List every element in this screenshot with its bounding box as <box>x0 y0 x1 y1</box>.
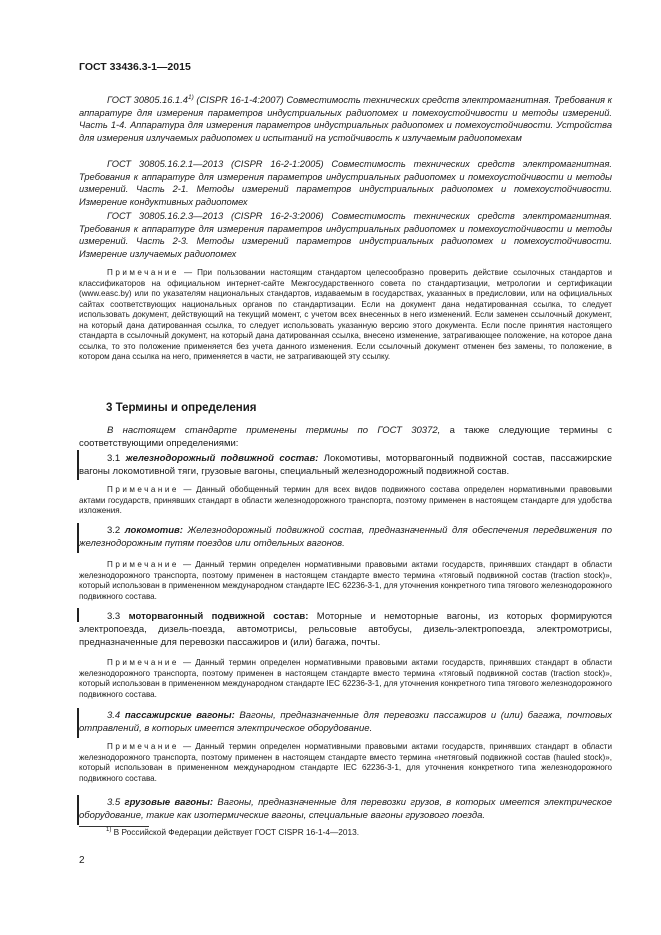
normative-reference: ГОСТ 30805.16.2.3—2013 (CISPR 16-2-3:2006) Совместимость технических средств электромагнитная. Требования к аппаратуре для измерения параметров индустриальных радиопомех и помехоустойчивости и методы измерений. Часть 2-3. Методы измерений параметров индустриальных радиопомех и помехоустойчивости. Измерение излучаемых радиопомех <box>79 211 612 259</box>
term-note: Примечание — Данный термин определен нормативными правовыми актами государств, принявших стандарт в области железнодорожного транспорта, поэтому применен в настоящем стандарте вместо термина «тяговый подвижной состав (traction stock)», который использован в примененном международном стандарте IEC 62236-3-1, для уточнения конкретного типа тягового железнодорожного подвижного состава. <box>79 658 612 699</box>
term-definition: 3.5 грузовые вагоны: Вагоны, предназначенные для перевозки грузов, в которых имеется электрическое оборудование, такие как изотермические вагоны, специальные вагоны грузового поезда. <box>79 797 612 821</box>
term-name: грузовые вагоны: <box>124 797 214 808</box>
term-note: Примечание — Данный термин определен нормативными правовыми актами государств, принявших стандарт в области железнодорожного транспорта, поэтому применен в настоящем стандарте вместо термина «тяговый подвижной состав (traction stock)», который использован в примененном международном стандарте IEC 62236-3-1, для уточнения конкретного типа тягового железнодорожного подвижного состава. <box>79 560 612 601</box>
term-note: Примечание — Данный термин определен нормативными правовыми актами государств, принявших стандарт в области железнодорожного транспорта, поэтому применен в настоящем стандарте вместо термина «нетяговый подвижной состав (hauled stock)», который использован в примененном международном стандарте IEC 62236-3-1, для уточнения конкретного типа железнодорожного подвижного состава. <box>79 742 612 783</box>
normative-reference: ГОСТ 30805.16.2.1—2013 (CISPR 16-2-1:2005) Совместимость технических средств электромагнитная. Требования к аппаратуре для измерения параметров индустриальных радиопомех и помехоустойчивости и методы измерений. Часть 2-1. Методы измерений параметров индустриальных радиопомех и помехоустойчивости. Измерение кондуктивных радиопомех <box>79 159 612 207</box>
normative-reference: ГОСТ 30805.16.1.4$^{1)}$ (CISPR 16-1-4:2007) Совместимость технических средств электромагнитная. Требования к аппаратуре для измерения параметров индустриальных радиопомех и помехоустойчивости и методы измерений. Часть 1-4. Аппаратура для измерения параметров индустриальных радиопомех и помехоустойчивости. Устройства для измерения излучаемых радиопомех и испытаний на устойчивость к излучаемым радиопомехам <box>79 93 612 143</box>
term-definition: 3.2 локомотив: Железнодорожный подвижной состав, предназначенный для обеспечения передвижения по железнодорожным путям поездов или отдельных вагонов. <box>79 525 612 549</box>
section-intro: В настоящем стандарте применены термины по ГОСТ 30372, а также следующие термины с соответствующими определениями: <box>79 425 612 449</box>
term-name: железнодорожный подвижной состав: <box>125 453 319 464</box>
page-number: 2 <box>79 855 85 866</box>
section-title: 3 Термины и определения <box>106 402 257 414</box>
term-name: локомотив: <box>124 525 183 536</box>
term-definition: 3.4 пассажирские вагоны: Вагоны, предназначенные для перевозки пассажиров и (или) багажа, почтовых отправлений, в которых имеется электрическое оборудование. <box>79 710 612 734</box>
term-name: моторвагонный подвижной состав: <box>128 611 309 622</box>
page-header: ГОСТ 33436.3-1—2015 <box>79 61 191 73</box>
term-note: Примечание — Данный обобщенный термин для всех видов подвижного состава определен нормативными правовыми актами государств, принявших стандарт в области железнодорожного транспорта, поэтому применен в настоящем стандарте для удобства изложения. <box>79 485 612 515</box>
footnote-mark: 1) <box>187 93 194 101</box>
references-note: Примечание — При пользовании настоящим стандартом целесообразно проверить действие ссылочных стандартов и классификаторов на официальном интернет-сайте Межгосударственного совета по стандартизации, метрологии и сертификации (www.easc.by) или по указателям национальных стандартов, издаваемым в государствах, указанных в предисловии, или на официальных сайтах соответствующих национальных органов по стандартизации. Если на документ дана недатированная ссылка, то следует использовать документ, действующий на текущий момент, с учетом всех внесенных в него изменений. Если заменен ссылочный документ, на который дана датированная ссылка, то следует использовать указанную версию этого документа. Если после принятия настоящего стандарта в ссылочный документ, на который дана датированная ссылка, внесено изменение, затрагивающее положение, на которое дана ссылка, то это положение применяется без учета данного изменения. Если ссылочный документ отменен без замены, то положение, в котором дана ссылка на него, применяется в части, не затрагивающей эту ссылку. <box>79 268 612 361</box>
term-definition: 3.1 железнодорожный подвижной состав: Локомотивы, моторвагонный подвижной состав, пассажирские вагоны локомотивной тяги, грузовые вагоны, специальный железнодорожный подвижной состав. <box>79 453 612 477</box>
footnote: $^{1)}$ В Российской Федерации действует ГОСТ CISPR 16-1-4—2013. <box>106 827 360 837</box>
term-name: пассажирские вагоны: <box>124 710 235 721</box>
term-definition: 3.3 моторвагонный подвижной состав: Моторные и немоторные вагоны, из которых формируются электропоезда, дизель-поезда, автомотрисы, рельсовые автобусы, дизель-электропоезда, электромотрисы, предназначенные для перевозки пассажиров и (или) багажа, почты. <box>79 611 612 648</box>
